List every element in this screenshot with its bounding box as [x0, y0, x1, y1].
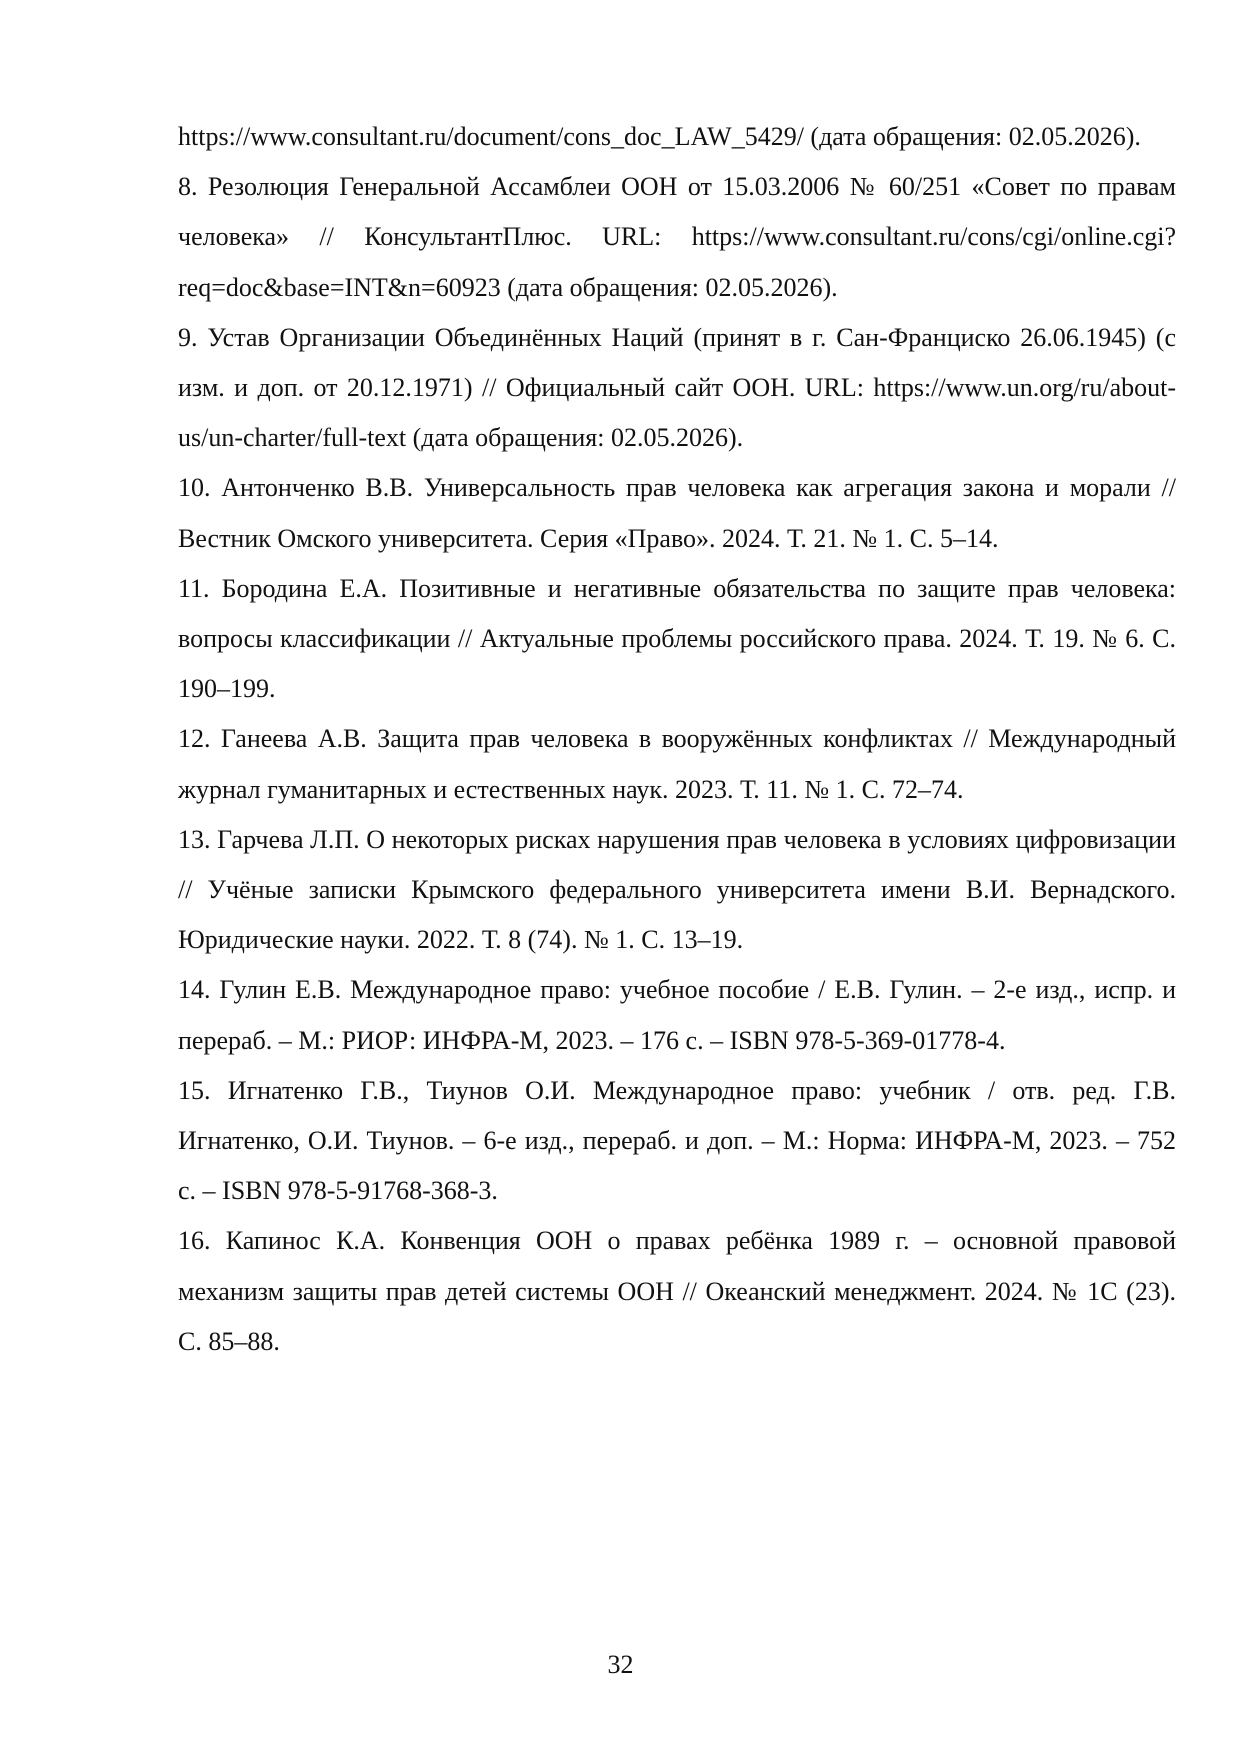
- page-number: 32: [607, 1650, 634, 1679]
- bibliography-entry-13: 13. Гарчева Л.П. О некоторых рисках нарушения прав человека в условиях цифровизации // Учёные записки Крымского федерального университета имени В.И. Вернадского. Юридические науки. 2022. Т. 8 (74). № 1. С. 13–19.: [178, 824, 1176, 955]
- bibliography-entry-11: 11. Бородина Е.А. Позитивные и негативные обязательства по защите прав человека: вопросы классификации // Актуальные проблемы российского права. 2024. Т. 19. № 6. С. 190–199.: [178, 573, 1176, 704]
- bibliography-entry-15: 15. Игнатенко Г.В., Тиунов О.И. Международное право: учебник / отв. ред. Г.В. Игнатенко, О.И. Тиунов. – 6-е изд., перераб. и доп. – М.: Норма: ИНФРА-М, 2023. – 752 с. – ISBN 978-5-91768-368-3.: [178, 1075, 1176, 1206]
- bibliography-entry-continuation: https://www.consultant.ru/document/cons_doc_LAW_5429/ (дата обращения: 02.05.2026).: [178, 122, 1141, 151]
- bibliography-entry-16: 16. Капинос К.А. Конвенция ООН о правах ребёнка 1989 г. – основной правовой механизм защиты прав детей системы ООН // Океанский менеджмент. 2024. № 1С (23). С. 85–88.: [178, 1226, 1176, 1356]
- bibliography-entry-12: 12. Ганеева А.В. Защита прав человека в вооружённых конфликтах // Международный журнал гуманитарных и естественных наук. 2023. Т. 11. № 1. С. 72–74.: [178, 724, 1176, 804]
- bibliography-entry-14: 14. Гулин Е.В. Международное право: учебное пособие / Е.В. Гулин. – 2-е изд., испр. и перераб. – М.: РИОР: ИНФРА-М, 2023. – 176 с. – ISBN 978-5-369-01778-4.: [178, 975, 1176, 1055]
- bibliography-entry-8: 8. Резолюция Генеральной Ассамблеи ООН от 15.03.2006 № 60/251 «Совет по правам человека» // КонсультантПлюс. URL: https://www.consultant.ru/cons/cgi/online.cgi?req=doc&base=INT&n=60923 (дата обращения: 02.05.2026).: [178, 172, 1176, 302]
- bibliography-entry-9: 9. Устав Организации Объединённых Наций (принят в г. Сан-Франциско 26.06.1945) (с изм. и доп. от 20.12.1971) // Официальный сайт ООН. URL: https://www.un.org/ru/about-us/un-charter/full-text (дата обращения: 02.05.2026).: [178, 322, 1176, 453]
- bibliography-entry-10: 10. Антонченко В.В. Универсальность прав человека как агрегация закона и морали // Вестник Омского университета. Серия «Право». 2024. Т. 21. № 1. С. 5–14.: [178, 473, 1176, 553]
- bibliography-list: [178, 112, 1176, 1367]
